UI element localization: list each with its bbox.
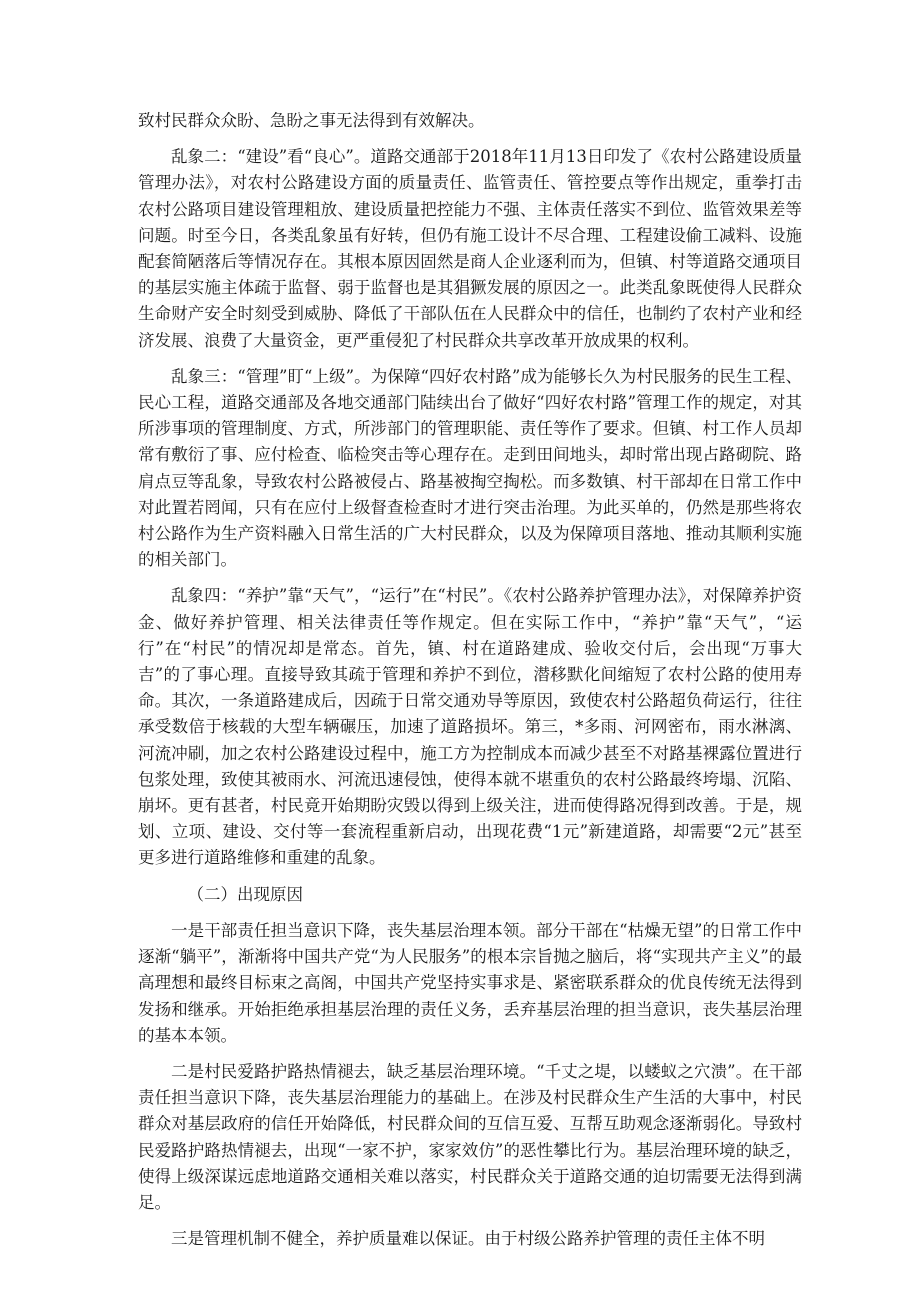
paragraph-chaos-2: 乱象二：“建设”看“良心”。道路交通部于2018年11月13日印发了《农村公路建设质量管理办法》，对农村公路建设方面的质量责任、监管责任、管控要点等作出规定，重拳打击农村公路项目建设管理粗放、建设质量把控能力不强、主体责任落实不到位、监管效果差等问题。时至今日，各类乱象虽有好转，但仍有施工设计不尽合理、工程建设偷工减料、设施配套简陋落后等情况存在。其根本原因固然是商人企业逐利而为，但镇、村等道路交通项目的基层实施主体疏于监督、弱于监督也是其猖獗发展的原因之一。此类乱象既使得人民群众生命财产安全时刻受到威胁、降低了干部队伍在人民群众中的信任，也制约了农村产业和经济发展、浪费了大量资金，更严重侵犯了村民群众共享改革开放成果的权利。 [138, 147, 802, 350]
paragraph-0: 致村民群众众盼、急盼之事无法得到有效解决。 [138, 111, 485, 130]
paragraph-cause-2: 二是村民爱路护路热情褪去，缺乏基层治理环境。“千丈之堤，以蝼蚁之穴溃”。在干部责任担当意识下降，丧失基层治理能力的基础上。在涉及村民群众生产生活的大事中，村民群众对基层政府的信任开始降低，村民群众间的互信互爱、互帮互助观念逐渐弱化。导致村民爱路护路热情褪去，出现“一家不护，家家效仿”的恶性攀比行为。基层治理环境的缺乏，使得上级深谋远虑地道路交通相关难以落实，村民群众关于道路交通的迫切需要无法得到满足。 [138, 1061, 802, 1212]
section-heading: （二）出现原因 [187, 884, 303, 904]
paragraph-cause-1: 一是干部责任担当意识下降，丧失基层治理本领。部分干部在“枯燥无望”的日常工作中逐渐“躺平”，渐渐将中国共产党“为人民服务”的根本宗旨抛之脑后，将“实现共产主义”的最高理想和最终目标束之高阁，中国共产党坚持实事求是、紧密联系群众的优良传统无法得到发扬和继承。开始拒绝承担基层治理的责任义务，丢弃基层治理的担当意识，丧失基层治理的基本本领。 [138, 920, 802, 1045]
paragraph-chaos-3: 乱象三：“管理”盯“上级”。为保障“四好农村路”成为能够长久为村民服务的民生工程、民心工程，道路交通部及各地交通部门陆续出台了做好“四好农村路”管理工作的规定，对其所涉事项的管理制度、方式，所涉部门的管理职能、责任等作了要求。但镇、村工作人员却常有敷衍了事、应付检查、临检突击等心理存在。走到田间地头，却时常出现占路砌院、路肩点豆等乱象，导致农村公路被侵占、路基被掏空掏松。而多数镇、村干部却在日常工作中对此置若罔闻，只有在应付上级督查检查时才进行突击治理。为此买单的，仍然是那些将农村公路作为生产资料融入日常生活的广大村民群众，以及为保障项目落地、推动其顺利实施的相关部门。 [138, 366, 802, 570]
paragraph-chaos-4: 乱象四：“养护”靠“天气”，“运行”在“村民”。《农村公路养护管理办法》，对保障养护资金、做好养护管理、相关法律责任等作规定。但在实际工作中，“养护”靠“天气”，“运行”在“村民”的情况却是常态。首先，镇、村在道路建成、验收交付后，会出现“万事大吉”的了事心理。直接导致其疏于管理和养护不到位，潜移默化间缩短了农村公路的使用寿命。其次，一条道路建成后，因疏于日常交通劝导等原因，致使农村公路超负荷运行，往往承受数倍于核载的大型车辆碾压，加速了道路损坏。第三，*多雨、河网密布，雨水淋漓、河流冲刷，加之农村公路建设过程中，施工方为控制成本而减少甚至不对路基裸露位置进行包浆处理，致使其被雨水、河流迅速侵蚀，使得本就不堪重负的农村公路最终垮塌、沉陷、崩坏。更有甚者，村民竟开始期盼灾毁以得到上级关注，进而使得路况得到改善。于是，规划、立项、建设、交付等一套流程重新启动，出现花费“1元”新建道路，却需要“2元”甚至更多进行道路维修和重建的乱象。 [138, 586, 802, 868]
paragraph-cause-3: 三是管理机制不健全，养护质量难以保证。由于村级公路养护管理的责任主体不明 [171, 1229, 765, 1249]
